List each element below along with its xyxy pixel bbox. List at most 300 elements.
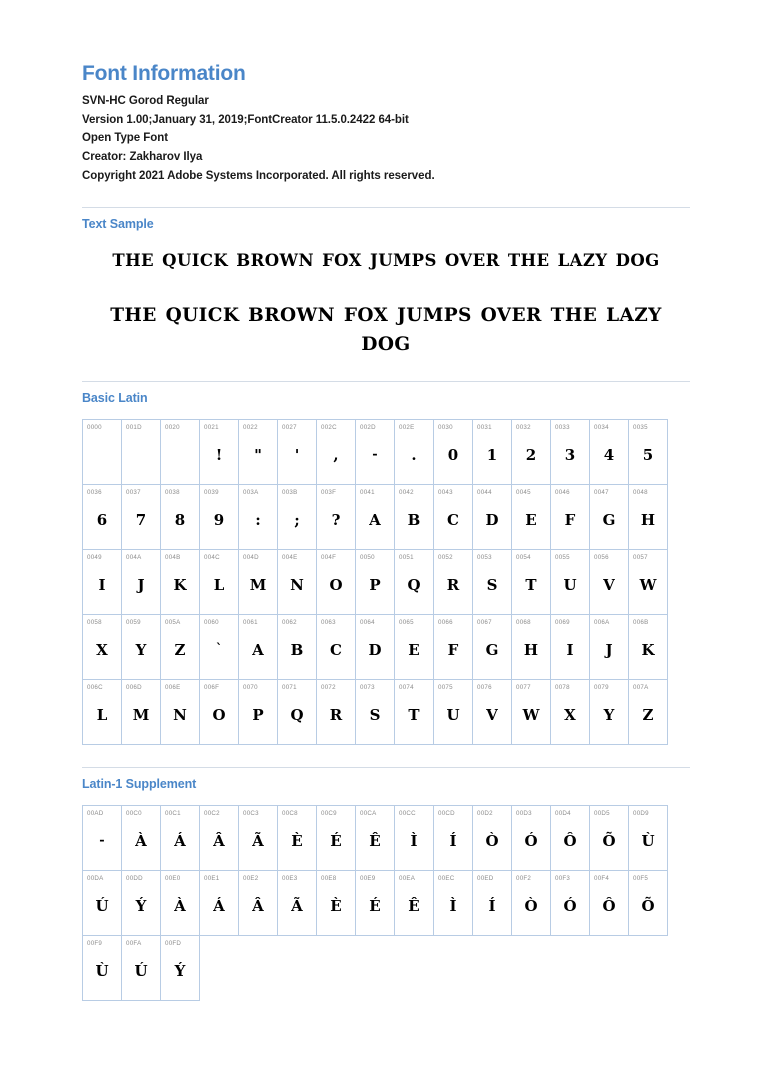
glyph-cell-empty	[473, 936, 512, 1001]
glyph-code-label: 0063	[321, 619, 336, 627]
glyph-character: N	[173, 706, 187, 725]
glyph-code-label: 0078	[555, 684, 570, 692]
glyph-character: Z	[174, 641, 186, 660]
glyph-character: K	[173, 576, 187, 595]
glyph-cell[interactable]	[395, 806, 434, 871]
glyph-character: A	[369, 511, 381, 530]
glyph-character: ,	[333, 446, 339, 465]
glyph-character	[122, 448, 160, 468]
glyph-code-label: 0047	[594, 489, 609, 497]
glyph-character: Õ	[602, 832, 616, 851]
glyph-cell[interactable]	[239, 615, 278, 680]
glyph-character: Ó	[563, 897, 577, 916]
glyph-code-label: 005A	[165, 619, 181, 627]
glyph-character: !	[215, 446, 223, 465]
glyph-character: F	[447, 641, 459, 660]
glyph-cell[interactable]	[590, 420, 629, 485]
glyph-cell-empty	[629, 936, 668, 1001]
glyph-character: Ã	[252, 832, 264, 851]
glyph-character: ?	[331, 511, 341, 530]
glyph-character: Í	[449, 832, 457, 851]
glyph-code-label: 0032	[516, 424, 531, 432]
glyph-code-label: 0034	[594, 424, 609, 432]
glyph-character: Ô	[602, 897, 616, 916]
glyph-cell[interactable]	[551, 615, 590, 680]
glyph-character: 9	[213, 511, 225, 530]
glyph-cell[interactable]	[161, 420, 200, 485]
glyph-row	[83, 615, 707, 680]
glyph-cell[interactable]	[200, 615, 239, 680]
glyph-cell[interactable]	[395, 420, 434, 485]
glyph-code-label: 00D9	[633, 810, 649, 818]
glyph-character: `	[215, 642, 223, 658]
glyph-cell[interactable]	[356, 680, 395, 745]
glyph-code-label: 0020	[165, 424, 180, 432]
glyph-character: O	[212, 706, 226, 725]
glyph-cell[interactable]	[629, 615, 668, 680]
glyph-cell[interactable]	[629, 806, 668, 871]
glyph-character: Õ	[641, 897, 655, 916]
glyph-cell[interactable]	[473, 420, 512, 485]
font-info-line: Copyright 2021 Adobe Systems Incorporated. All rights reserved.	[82, 169, 435, 182]
glyph-cell[interactable]	[356, 485, 395, 550]
glyph-character: "	[254, 446, 262, 465]
glyph-character: Â	[252, 897, 264, 916]
glyph-cell[interactable]	[278, 806, 317, 871]
glyph-code-label: 0058	[87, 619, 102, 627]
glyph-cell[interactable]	[512, 806, 551, 871]
glyph-code-label: 0076	[477, 684, 492, 692]
glyph-cell[interactable]	[200, 680, 239, 745]
glyph-cell[interactable]	[161, 680, 200, 745]
glyph-code-label: 0072	[321, 684, 336, 692]
glyph-cell[interactable]	[239, 680, 278, 745]
glyph-cell[interactable]	[200, 550, 239, 615]
glyph-cell[interactable]	[473, 615, 512, 680]
glyph-code-label: 0041	[360, 489, 375, 497]
glyph-character: É	[369, 897, 381, 916]
glyph-code-label: 0068	[516, 619, 531, 627]
glyph-character: Ú	[134, 962, 148, 981]
glyph-cell[interactable]	[512, 680, 551, 745]
glyph-code-label: 0075	[438, 684, 453, 692]
glyph-character: T	[408, 706, 420, 725]
glyph-code-label: 0052	[438, 554, 453, 562]
glyph-code-label: 00EC	[438, 875, 455, 883]
glyph-code-label: 00E9	[360, 875, 376, 883]
glyph-cell[interactable]	[629, 420, 668, 485]
glyph-cell[interactable]	[434, 420, 473, 485]
glyph-character: J	[137, 576, 145, 595]
glyph-code-label: 004E	[282, 554, 298, 562]
glyph-cell[interactable]	[395, 871, 434, 936]
glyph-character: Á	[174, 832, 186, 851]
glyph-character: W	[522, 706, 540, 725]
glyph-code-label: 0054	[516, 554, 531, 562]
glyph-code-label: 00D3	[516, 810, 532, 818]
glyph-character: D	[368, 641, 382, 660]
glyph-character: 7	[135, 511, 147, 530]
glyph-cell[interactable]	[239, 806, 278, 871]
glyph-code-label: 00D5	[594, 810, 610, 818]
glyph-table-basic-latin	[82, 419, 707, 745]
section-title-text-sample: Text Sample	[82, 217, 154, 232]
glyph-code-label: 002C	[321, 424, 337, 432]
glyph-cell[interactable]	[278, 615, 317, 680]
glyph-cell[interactable]	[551, 420, 590, 485]
glyph-code-label: 0027	[282, 424, 297, 432]
glyph-cell[interactable]	[590, 550, 629, 615]
glyph-code-label: 00AD	[87, 810, 104, 818]
glyph-character: Z	[642, 706, 654, 725]
glyph-cell[interactable]	[83, 871, 122, 936]
glyph-character: X	[564, 706, 576, 725]
glyph-cell[interactable]	[590, 485, 629, 550]
glyph-cell[interactable]	[473, 550, 512, 615]
glyph-code-label: 00C0	[126, 810, 142, 818]
glyph-character: L	[213, 576, 225, 595]
glyph-character: Á	[213, 897, 225, 916]
glyph-cell[interactable]	[356, 420, 395, 485]
glyph-code-label: 004B	[165, 554, 181, 562]
glyph-cell[interactable]	[434, 871, 473, 936]
glyph-row	[83, 550, 707, 615]
glyph-code-label: 0051	[399, 554, 414, 562]
glyph-character: K	[641, 641, 655, 660]
glyph-code-label: 00CC	[399, 810, 416, 818]
glyph-code-label: 00F4	[594, 875, 610, 883]
page-title: Font Information	[82, 62, 246, 85]
glyph-code-label: 0073	[360, 684, 375, 692]
glyph-character: Ý	[174, 962, 186, 981]
glyph-cell-empty	[239, 936, 278, 1001]
glyph-cell[interactable]	[278, 485, 317, 550]
glyph-cell[interactable]	[161, 806, 200, 871]
glyph-cell[interactable]	[83, 615, 122, 680]
glyph-character: Q	[290, 706, 304, 725]
glyph-character: Ô	[563, 832, 577, 851]
glyph-cell[interactable]	[356, 615, 395, 680]
glyph-code-label: 0057	[633, 554, 648, 562]
glyph-cell-empty	[395, 936, 434, 1001]
text-sample-line: THE QUICK BROWN FOX JUMPS OVER THE LAZY DOG	[112, 251, 660, 271]
glyph-cell[interactable]	[122, 936, 161, 1001]
glyph-character: Í	[488, 897, 496, 916]
glyph-character: .	[411, 446, 417, 465]
glyph-cell[interactable]	[200, 806, 239, 871]
glyph-cell-empty	[668, 550, 707, 615]
glyph-cell[interactable]	[278, 420, 317, 485]
glyph-cell[interactable]	[122, 871, 161, 936]
glyph-cell-empty	[512, 936, 551, 1001]
glyph-cell[interactable]	[395, 680, 434, 745]
glyph-cell[interactable]	[83, 485, 122, 550]
glyph-cell[interactable]	[239, 485, 278, 550]
glyph-cell-empty	[317, 936, 356, 1001]
glyph-cell[interactable]	[317, 615, 356, 680]
glyph-cell[interactable]	[512, 420, 551, 485]
glyph-character: Ì	[410, 832, 418, 851]
glyph-cell[interactable]	[356, 550, 395, 615]
glyph-code-label: 0030	[438, 424, 453, 432]
glyph-character: Ù	[95, 962, 109, 981]
glyph-cell[interactable]	[551, 485, 590, 550]
glyph-row	[83, 936, 707, 1001]
glyph-character: É	[330, 832, 342, 851]
glyph-cell[interactable]	[317, 485, 356, 550]
glyph-cell[interactable]	[83, 550, 122, 615]
glyph-cell[interactable]	[590, 615, 629, 680]
glyph-cell[interactable]	[512, 485, 551, 550]
glyph-character: 1	[486, 446, 498, 465]
glyph-code-label: 00C1	[165, 810, 181, 818]
glyph-character: B	[290, 641, 304, 660]
glyph-cell-empty	[668, 485, 707, 550]
glyph-character: Ê	[369, 832, 381, 851]
glyph-character: F	[564, 511, 576, 530]
glyph-cell[interactable]	[473, 485, 512, 550]
glyph-row	[83, 806, 707, 871]
section-latin1-supplement	[82, 767, 690, 1001]
glyph-cell[interactable]	[83, 680, 122, 745]
glyph-row	[83, 485, 707, 550]
glyph-cell[interactable]	[512, 615, 551, 680]
glyph-cell[interactable]	[629, 871, 668, 936]
glyph-character: P	[369, 576, 381, 595]
glyph-character: W	[639, 576, 657, 595]
glyph-character: Ù	[641, 832, 655, 851]
glyph-cell[interactable]	[161, 550, 200, 615]
glyph-cell-empty	[668, 680, 707, 745]
glyph-cell[interactable]	[239, 420, 278, 485]
glyph-character: U	[446, 706, 460, 725]
section-title-latin1-supplement: Latin-1 Supplement	[82, 777, 197, 792]
glyph-cell[interactable]	[395, 485, 434, 550]
glyph-cell[interactable]	[83, 806, 122, 871]
glyph-cell[interactable]	[551, 871, 590, 936]
glyph-character: -	[99, 833, 105, 849]
glyph-code-label: 00F2	[516, 875, 532, 883]
glyph-table-latin1-supplement	[82, 805, 707, 1001]
glyph-cell[interactable]	[200, 485, 239, 550]
glyph-cell[interactable]	[317, 420, 356, 485]
glyph-code-label: 0049	[87, 554, 102, 562]
glyph-cell[interactable]	[122, 485, 161, 550]
glyph-character: T	[525, 576, 537, 595]
glyph-character: J	[605, 641, 613, 660]
glyph-code-label: 00F5	[633, 875, 649, 883]
glyph-code-label: 0036	[87, 489, 102, 497]
glyph-code-label: 001D	[126, 424, 142, 432]
glyph-cell[interactable]	[200, 420, 239, 485]
glyph-code-label: 00E3	[282, 875, 298, 883]
font-info-line: Creator: Zakharov Ilya	[82, 151, 203, 164]
glyph-character: O	[329, 576, 343, 595]
glyph-code-label: 0050	[360, 554, 375, 562]
glyph-character: ;	[294, 511, 300, 530]
glyph-code-label: 00E1	[204, 875, 220, 883]
glyph-code-label: 00DD	[126, 875, 143, 883]
glyph-cell-empty	[668, 806, 707, 871]
glyph-character: Â	[213, 832, 225, 851]
glyph-code-label: 0039	[204, 489, 219, 497]
glyph-code-label: 0056	[594, 554, 609, 562]
glyph-cell[interactable]	[512, 871, 551, 936]
glyph-cell[interactable]	[122, 420, 161, 485]
glyph-code-label: 0074	[399, 684, 414, 692]
glyph-code-label: 0046	[555, 489, 570, 497]
glyph-code-label: 004D	[243, 554, 259, 562]
glyph-code-label: 00E8	[321, 875, 337, 883]
glyph-character: I	[566, 641, 574, 660]
glyph-character: 3	[564, 446, 576, 465]
glyph-cell[interactable]	[551, 806, 590, 871]
glyph-character: S	[486, 576, 498, 595]
glyph-code-label: 0035	[633, 424, 648, 432]
glyph-code-label: 003F	[321, 489, 337, 497]
glyph-cell[interactable]	[629, 680, 668, 745]
glyph-cell[interactable]	[161, 936, 200, 1001]
glyph-code-label: 0067	[477, 619, 492, 627]
glyph-cell[interactable]	[473, 871, 512, 936]
glyph-cell[interactable]	[434, 806, 473, 871]
glyph-cell[interactable]	[161, 871, 200, 936]
glyph-code-label: 006B	[633, 619, 649, 627]
glyph-character: Q	[407, 576, 421, 595]
glyph-cell[interactable]	[590, 680, 629, 745]
glyph-code-label: 00C3	[243, 810, 259, 818]
glyph-character: -	[372, 447, 378, 463]
glyph-character: M	[132, 706, 150, 725]
glyph-cell[interactable]	[629, 485, 668, 550]
font-info-line: Version 1.00;January 31, 2019;FontCreator 11.5.0.2422 64-bit	[82, 113, 409, 126]
glyph-character: I	[98, 576, 106, 595]
glyph-cell[interactable]	[512, 550, 551, 615]
section-title-basic-latin: Basic Latin	[82, 391, 148, 406]
glyph-cell-empty	[668, 615, 707, 680]
glyph-cell-empty	[434, 936, 473, 1001]
font-info-block	[82, 92, 690, 185]
glyph-cell[interactable]	[122, 680, 161, 745]
glyph-cell[interactable]	[200, 871, 239, 936]
glyph-cell-empty	[278, 936, 317, 1001]
glyph-code-label: 00C8	[282, 810, 298, 818]
glyph-cell[interactable]	[356, 871, 395, 936]
glyph-cell[interactable]	[551, 550, 590, 615]
glyph-code-label: 00D2	[477, 810, 493, 818]
glyph-code-label: 00E0	[165, 875, 181, 883]
glyph-code-label: 00F9	[87, 940, 103, 948]
glyph-character: G	[602, 511, 616, 530]
font-info-line: SVN-HC Gorod Regular	[82, 95, 209, 108]
text-sample-line: THE QUICK BROWN FOX JUMPS OVER THE LAZY DOG	[110, 304, 662, 355]
glyph-row	[83, 680, 707, 745]
glyph-code-label: 0062	[282, 619, 297, 627]
glyph-cell[interactable]	[122, 806, 161, 871]
glyph-code-label: 00FA	[126, 940, 142, 948]
glyph-character: V	[603, 576, 615, 595]
glyph-cell[interactable]	[161, 615, 200, 680]
glyph-cell-empty	[668, 936, 707, 1001]
glyph-code-label: 00C9	[321, 810, 337, 818]
glyph-cell[interactable]	[317, 806, 356, 871]
glyph-code-label: 0000	[87, 424, 102, 432]
glyph-character: P	[252, 706, 264, 725]
glyph-cell[interactable]	[434, 615, 473, 680]
glyph-character	[83, 448, 121, 468]
glyph-code-label: 00CD	[438, 810, 455, 818]
glyph-cell[interactable]	[395, 615, 434, 680]
glyph-code-label: 00E2	[243, 875, 259, 883]
glyph-character: H	[523, 641, 539, 660]
glyph-character: E	[525, 511, 537, 530]
glyph-code-label: 0022	[243, 424, 258, 432]
glyph-cell[interactable]	[83, 936, 122, 1001]
glyph-character: 6	[96, 511, 108, 530]
glyph-row	[83, 871, 707, 936]
glyph-cell[interactable]	[629, 550, 668, 615]
glyph-row	[83, 420, 707, 485]
glyph-character: È	[291, 832, 303, 851]
glyph-cell[interactable]	[317, 871, 356, 936]
glyph-cell[interactable]	[239, 871, 278, 936]
glyph-code-label: 0043	[438, 489, 453, 497]
glyph-character: '	[294, 446, 300, 465]
glyph-cell[interactable]	[317, 680, 356, 745]
glyph-cell[interactable]	[317, 550, 356, 615]
glyph-cell[interactable]	[473, 680, 512, 745]
glyph-cell[interactable]	[434, 550, 473, 615]
glyph-cell-empty	[590, 936, 629, 1001]
glyph-code-label: 0059	[126, 619, 141, 627]
glyph-code-label: 006A	[594, 619, 610, 627]
glyph-code-label: 003B	[282, 489, 298, 497]
glyph-character: Ò	[524, 897, 538, 916]
glyph-character: X	[96, 641, 108, 660]
glyph-cell-empty	[551, 936, 590, 1001]
glyph-cell-empty	[668, 420, 707, 485]
glyph-character: Y	[135, 641, 147, 660]
glyph-cell[interactable]	[434, 680, 473, 745]
glyph-cell[interactable]	[551, 680, 590, 745]
glyph-cell[interactable]	[239, 550, 278, 615]
glyph-cell[interactable]	[590, 806, 629, 871]
glyph-code-label: 0055	[555, 554, 570, 562]
glyph-cell[interactable]	[278, 550, 317, 615]
glyph-code-label: 0044	[477, 489, 492, 497]
glyph-character: U	[563, 576, 577, 595]
glyph-code-label: 002D	[360, 424, 376, 432]
glyph-cell[interactable]	[395, 550, 434, 615]
glyph-character: :	[255, 511, 261, 530]
glyph-code-label: 00EA	[399, 875, 416, 883]
glyph-cell-empty	[200, 936, 239, 1001]
glyph-cell[interactable]	[122, 615, 161, 680]
glyph-cell[interactable]	[83, 420, 122, 485]
glyph-cell[interactable]	[161, 485, 200, 550]
glyph-cell[interactable]	[434, 485, 473, 550]
glyph-character: Ò	[485, 832, 499, 851]
glyph-cell[interactable]	[122, 550, 161, 615]
glyph-cell[interactable]	[356, 806, 395, 871]
glyph-code-label: 0037	[126, 489, 141, 497]
glyph-cell[interactable]	[278, 871, 317, 936]
glyph-code-label: 0066	[438, 619, 453, 627]
glyph-cell[interactable]	[473, 806, 512, 871]
glyph-cell[interactable]	[278, 680, 317, 745]
glyph-code-label: 004F	[321, 554, 337, 562]
glyph-cell[interactable]	[590, 871, 629, 936]
